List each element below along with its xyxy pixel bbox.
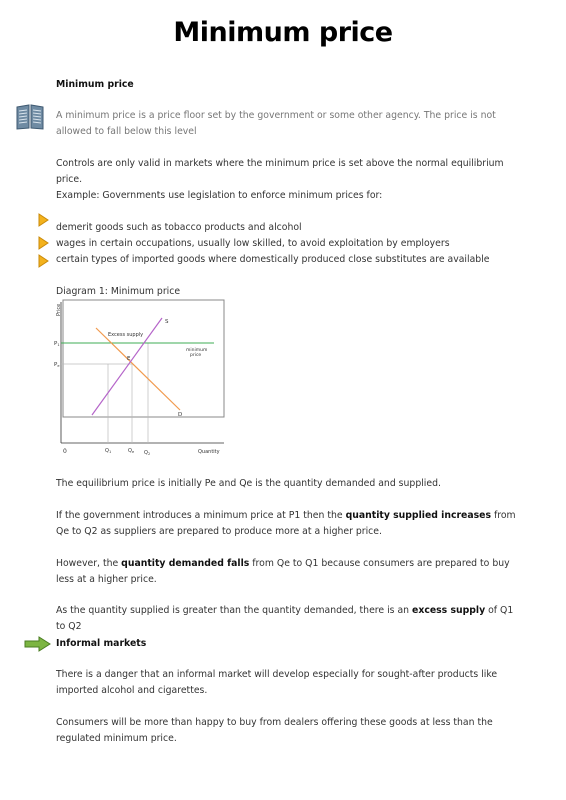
y-axis-label: Price [56,303,62,316]
however-text: However, the quantity demanded falls from Qe to Q1 because consumers are prepared to buy less at a higher price. [56,558,510,585]
diagram-frame [63,300,224,417]
bullet-item: wages in certain occupations, usually low skilled, to avoid exploitation by employers [56,238,450,249]
minimum-price-label-2: price [190,353,202,358]
triangle-bullet-icon [38,254,49,268]
informal-paragraph-1: There is a danger that an informal market will develop especially for sought-after products like imported alcohol and cigarettes. [56,669,498,696]
section-heading: Minimum price [56,79,134,90]
demand-label: D [178,412,183,418]
supply-label: S [165,319,169,325]
bullet-item: demerit goods such as tobacco products and alcohol [56,222,302,233]
minimum-price-diagram [56,298,232,458]
controls-text: Controls are only valid in markets where the minimum price is set above the normal equilibrium price. [56,158,504,185]
p1-label: P1 [54,341,60,347]
x-axis-label: Quantity [198,449,220,455]
definition-text: A minimum price is a price floor set by the government or some other agency. The price is not allowed to fall below this level [56,110,496,137]
q1-label: $Q_1$ [105,448,112,454]
equilibrium-text: The equilibrium price is initially Pe and Qe is the quantity demanded and supplied. [56,478,441,489]
page-title: Minimum price [173,17,393,48]
book-icon [15,104,45,130]
bullet-item: certain types of imported goods where domestically produced close substitutes are available [56,254,490,265]
triangle-bullet-icon [38,236,49,250]
example-intro: Example: Governments use legislation to enforce minimum prices for: [56,190,383,201]
pe-label: Pe [54,362,60,368]
equilibrium-point-label: E [127,356,131,362]
excess-supply-text: As the quantity supplied is greater than the quantity demanded, there is an excess supply of Q1 to Q2 [56,605,514,632]
excess-supply-label: Excess supply [108,332,144,338]
government-text: If the government introduces a minimum price at P1 then the quantity supplied increases from Qe to Q2 as suppliers are prepared to produce more at a higher price. [56,510,516,537]
qe-label: $Q_e$ [128,448,135,454]
demand-curve [96,328,180,410]
origin-label: 0 [63,448,67,455]
diagram-caption: Diagram 1: Minimum price [56,286,181,297]
minimum-price-label: minimum [186,348,208,353]
q2-label: $Q_2$ [144,450,151,456]
arrow-right-icon [24,636,51,652]
informal-paragraph-2: Consumers will be more than happy to buy from dealers offering these goods at less than the regulated minimum price. [56,717,493,744]
triangle-bullet-icon [38,213,49,227]
informal-markets-heading: Informal markets [56,638,147,649]
